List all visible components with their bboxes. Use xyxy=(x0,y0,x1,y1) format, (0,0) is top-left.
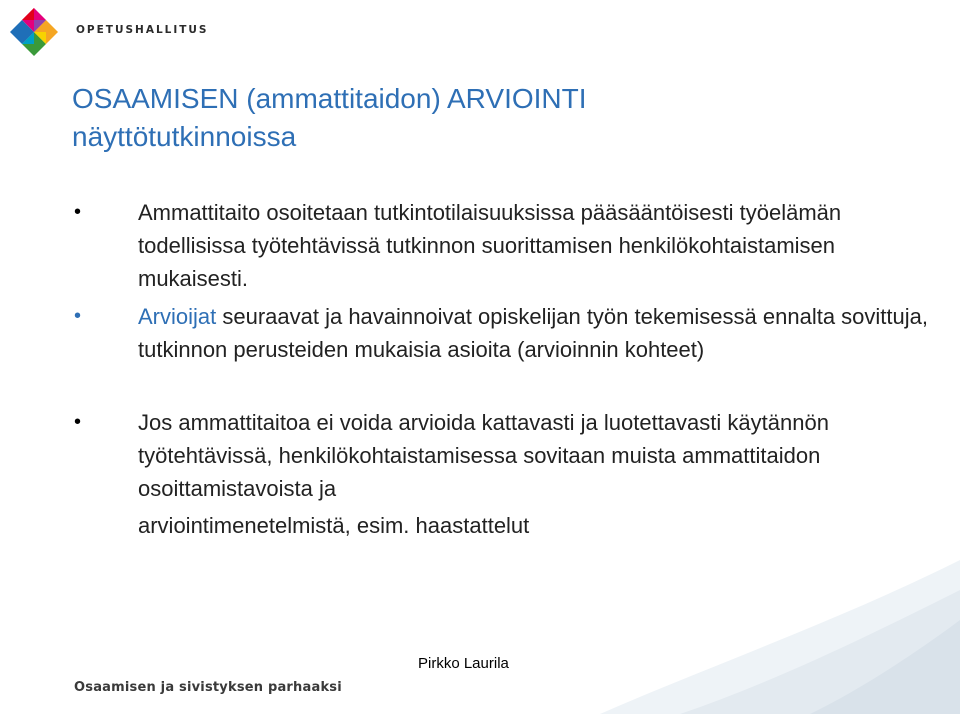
opetushallitus-logo-icon xyxy=(8,6,60,58)
bullet-item xyxy=(74,406,928,542)
bullet-mark: • xyxy=(74,201,82,223)
title-line-1: OSAAMISEN (ammattitaidon) ARVIOINTI xyxy=(72,83,587,114)
bullet-mark: • xyxy=(74,411,82,433)
footer-slogan: Osaamisen ja sivistyksen parhaaksi xyxy=(74,680,342,695)
bullet-mark: • xyxy=(74,305,82,327)
bullet-text: seuraavat ja havainnoivat opiskelijan työn tekemisessä ennalta sovittuja, tutkinnon perusteiden mukaisia asioita (arvioinnin kohteet) xyxy=(138,304,928,362)
title-line-2: näyttötutkinnoissa xyxy=(72,121,297,152)
bullet-item xyxy=(74,196,928,295)
bullet-highlight: Arvioijat xyxy=(138,304,217,329)
bullet-text: Ammattitaito osoitetaan tutkintotilaisuuksissa pääsääntöisesti työelämän todellisissa työtehtävissä tutkinnon suorittamisen henkilökohtaistamisen mukaisesti. xyxy=(138,200,842,291)
bullet-text-last-line: arviointimenetelmistä, esim. haastattelut xyxy=(138,513,530,538)
author-name: Pirkko Laurila xyxy=(418,655,509,672)
org-name: OPETUSHALLITUS xyxy=(76,24,209,36)
bullet-item xyxy=(74,300,928,366)
slide-title xyxy=(72,80,772,156)
bullet-text: Jos ammattitaitoa ei voida arvioida kattavasti ja luotettavasti käytännön työtehtävissä, henkilökohtaistamisessa sovitaan muista ammattitaidon osoittamistavoista ja xyxy=(138,410,829,501)
